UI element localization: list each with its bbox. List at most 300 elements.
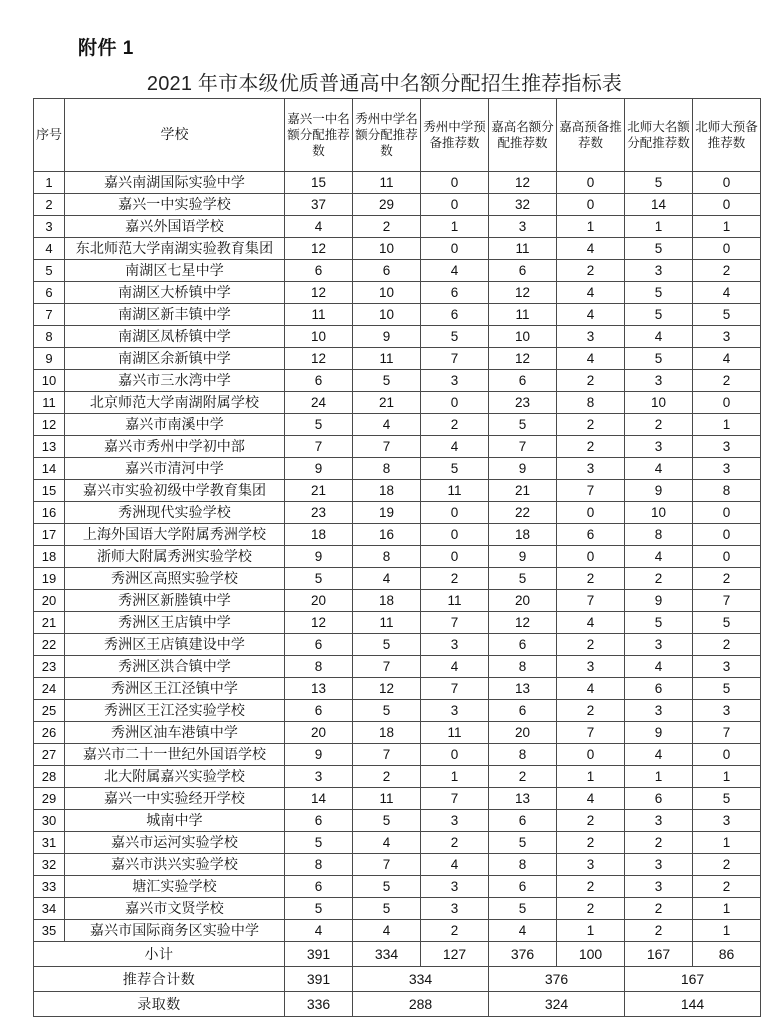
row-value: 0: [557, 194, 625, 216]
row-seq: 25: [34, 700, 65, 722]
row-value: 6: [285, 700, 353, 722]
header-col-xiuzhou-reserve: 秀州中学预备推荐数: [421, 99, 489, 172]
row-value: 10: [625, 392, 693, 414]
row-value: 5: [421, 326, 489, 348]
row-value: 2: [557, 810, 625, 832]
row-value: 2: [557, 832, 625, 854]
admitted-count-value: 324: [489, 992, 625, 1017]
row-value: 10: [489, 326, 557, 348]
row-school-name: 东北师范大学南湖实验教育集团: [65, 238, 285, 260]
header-school: 学校: [65, 99, 285, 172]
row-value: 1: [421, 766, 489, 788]
admitted-count-value: 288: [353, 992, 489, 1017]
row-value: 4: [285, 216, 353, 238]
row-value: 4: [353, 414, 421, 436]
row-school-name: 嘉兴市国际商务区实验中学: [65, 920, 285, 942]
row-value: 4: [353, 568, 421, 590]
header-col-beishida-reserve: 北师大预备推荐数: [693, 99, 761, 172]
subtotal-value: 86: [693, 942, 761, 967]
row-seq: 13: [34, 436, 65, 458]
row-value: 0: [421, 238, 489, 260]
row-value: 20: [489, 590, 557, 612]
table-row: [34, 392, 761, 414]
row-value: 1: [625, 766, 693, 788]
row-value: 6: [421, 304, 489, 326]
table-row: [34, 854, 761, 876]
row-school-name: 浙师大附属秀洲实验学校: [65, 546, 285, 568]
row-school-name: 嘉兴市清河中学: [65, 458, 285, 480]
row-value: 7: [557, 590, 625, 612]
row-school-name: 南湖区余新镇中学: [65, 348, 285, 370]
row-value: 3: [421, 876, 489, 898]
row-school-name: 嘉兴市三水湾中学: [65, 370, 285, 392]
recommend-total-row: [34, 967, 761, 992]
row-value: 0: [557, 744, 625, 766]
row-seq: 11: [34, 392, 65, 414]
table-row: [34, 788, 761, 810]
row-value: 3: [421, 700, 489, 722]
subtotal-label: 小计: [34, 942, 285, 967]
table-row: [34, 238, 761, 260]
row-value: 1: [693, 898, 761, 920]
row-value: 20: [285, 722, 353, 744]
table-row: [34, 656, 761, 678]
row-school-name: 嘉兴外国语学校: [65, 216, 285, 238]
row-value: 1: [693, 832, 761, 854]
row-value: 5: [489, 832, 557, 854]
row-value: 3: [693, 326, 761, 348]
row-value: 2: [353, 216, 421, 238]
row-value: 9: [625, 590, 693, 612]
row-value: 3: [421, 634, 489, 656]
row-value: 0: [693, 194, 761, 216]
row-value: 4: [625, 458, 693, 480]
row-value: 7: [421, 612, 489, 634]
row-value: 4: [285, 920, 353, 942]
row-value: 15: [285, 172, 353, 194]
row-school-name: 嘉兴市南溪中学: [65, 414, 285, 436]
row-value: 0: [421, 502, 489, 524]
row-seq: 10: [34, 370, 65, 392]
row-value: 2: [557, 436, 625, 458]
row-value: 5: [353, 634, 421, 656]
table-row: [34, 722, 761, 744]
row-value: 21: [489, 480, 557, 502]
row-value: 7: [489, 436, 557, 458]
header-col-jiagao-reserve: 嘉高预备推荐数: [557, 99, 625, 172]
row-value: 1: [625, 216, 693, 238]
row-value: 4: [557, 788, 625, 810]
row-value: 12: [285, 348, 353, 370]
row-seq: 19: [34, 568, 65, 590]
row-value: 8: [489, 854, 557, 876]
recommend-total-value: 376: [489, 967, 625, 992]
row-value: 6: [489, 876, 557, 898]
row-value: 9: [285, 546, 353, 568]
row-value: 2: [693, 876, 761, 898]
row-value: 12: [489, 348, 557, 370]
subtotal-value: 334: [353, 942, 421, 967]
row-value: 23: [285, 502, 353, 524]
row-value: 18: [489, 524, 557, 546]
row-value: 8: [285, 656, 353, 678]
row-value: 12: [489, 282, 557, 304]
row-value: 4: [353, 920, 421, 942]
row-value: 1: [557, 216, 625, 238]
row-value: 0: [421, 546, 489, 568]
table-row: [34, 766, 761, 788]
row-value: 4: [421, 436, 489, 458]
row-value: 6: [285, 260, 353, 282]
row-value: 10: [625, 502, 693, 524]
row-value: 0: [557, 546, 625, 568]
recommend-total-value: 167: [625, 967, 761, 992]
row-seq: 24: [34, 678, 65, 700]
row-value: 5: [625, 282, 693, 304]
row-value: 11: [489, 304, 557, 326]
row-value: 3: [557, 458, 625, 480]
row-value: 4: [489, 920, 557, 942]
row-value: 3: [625, 876, 693, 898]
row-value: 18: [353, 722, 421, 744]
row-value: 5: [285, 568, 353, 590]
row-value: 4: [421, 656, 489, 678]
row-value: 3: [625, 810, 693, 832]
row-value: 11: [489, 238, 557, 260]
row-value: 2: [625, 832, 693, 854]
table-row: [34, 458, 761, 480]
row-value: 2: [421, 832, 489, 854]
table-row: [34, 524, 761, 546]
row-value: 9: [285, 458, 353, 480]
row-value: 3: [693, 458, 761, 480]
table-header: [34, 99, 761, 172]
row-school-name: 南湖区大桥镇中学: [65, 282, 285, 304]
row-seq: 30: [34, 810, 65, 832]
row-seq: 9: [34, 348, 65, 370]
header-col-jiaxing-yizhong-quota: 嘉兴一中名额分配推荐数: [285, 99, 353, 172]
row-value: 3: [625, 634, 693, 656]
row-school-name: 秀洲区高照实验学校: [65, 568, 285, 590]
row-value: 12: [285, 282, 353, 304]
table-row: [34, 194, 761, 216]
row-value: 6: [285, 876, 353, 898]
row-value: 8: [285, 854, 353, 876]
row-value: 6: [489, 700, 557, 722]
row-value: 6: [285, 810, 353, 832]
row-value: 4: [421, 854, 489, 876]
row-seq: 32: [34, 854, 65, 876]
row-value: 2: [693, 634, 761, 656]
row-value: 0: [693, 392, 761, 414]
row-school-name: 城南中学: [65, 810, 285, 832]
row-seq: 27: [34, 744, 65, 766]
row-value: 8: [353, 458, 421, 480]
row-value: 13: [489, 788, 557, 810]
row-value: 0: [693, 172, 761, 194]
row-value: 13: [489, 678, 557, 700]
row-value: 20: [285, 590, 353, 612]
row-value: 5: [625, 348, 693, 370]
row-value: 14: [285, 788, 353, 810]
row-seq: 29: [34, 788, 65, 810]
row-school-name: 嘉兴一中实验学校: [65, 194, 285, 216]
row-school-name: 嘉兴市运河实验学校: [65, 832, 285, 854]
row-value: 2: [625, 414, 693, 436]
row-value: 6: [625, 678, 693, 700]
row-value: 3: [693, 656, 761, 678]
row-value: 10: [353, 238, 421, 260]
row-value: 1: [693, 414, 761, 436]
row-value: 37: [285, 194, 353, 216]
row-value: 6: [421, 282, 489, 304]
header-seq: 序号: [34, 99, 65, 172]
row-value: 2: [421, 414, 489, 436]
row-value: 8: [353, 546, 421, 568]
row-value: 0: [421, 392, 489, 414]
row-seq: 28: [34, 766, 65, 788]
row-value: 32: [489, 194, 557, 216]
row-seq: 7: [34, 304, 65, 326]
row-value: 4: [625, 656, 693, 678]
admitted-count-value: 336: [285, 992, 353, 1017]
row-value: 5: [693, 304, 761, 326]
row-value: 4: [557, 678, 625, 700]
row-value: 7: [693, 722, 761, 744]
row-value: 4: [693, 348, 761, 370]
subtotal-value: 100: [557, 942, 625, 967]
row-value: 4: [353, 832, 421, 854]
subtotal-row: [34, 942, 761, 967]
row-school-name: 南湖区新丰镇中学: [65, 304, 285, 326]
row-value: 4: [625, 744, 693, 766]
row-value: 1: [557, 766, 625, 788]
row-value: 14: [625, 194, 693, 216]
row-school-name: 秀洲区新塍镇中学: [65, 590, 285, 612]
row-value: 5: [625, 172, 693, 194]
row-value: 2: [625, 920, 693, 942]
row-value: 29: [353, 194, 421, 216]
row-value: 3: [285, 766, 353, 788]
table-row: [34, 260, 761, 282]
row-value: 8: [489, 744, 557, 766]
row-value: 2: [557, 370, 625, 392]
row-value: 2: [557, 260, 625, 282]
row-value: 4: [421, 260, 489, 282]
row-seq: 18: [34, 546, 65, 568]
row-value: 5: [693, 612, 761, 634]
row-value: 3: [557, 326, 625, 348]
row-value: 4: [557, 238, 625, 260]
row-seq: 15: [34, 480, 65, 502]
row-value: 9: [489, 546, 557, 568]
row-value: 11: [421, 590, 489, 612]
row-value: 18: [353, 480, 421, 502]
subtotal-value: 127: [421, 942, 489, 967]
subtotal-value: 391: [285, 942, 353, 967]
row-value: 3: [625, 260, 693, 282]
attachment-label: 附件 1: [78, 38, 134, 59]
table-row: [34, 700, 761, 722]
row-value: 2: [557, 568, 625, 590]
indicator-table: [33, 98, 761, 1017]
subtotal-value: 167: [625, 942, 693, 967]
row-value: 2: [693, 260, 761, 282]
recommend-total-value: 334: [353, 967, 489, 992]
row-school-name: 秀洲区王江泾镇中学: [65, 678, 285, 700]
row-value: 21: [353, 392, 421, 414]
row-seq: 21: [34, 612, 65, 634]
row-value: 20: [489, 722, 557, 744]
row-value: 24: [285, 392, 353, 414]
row-value: 5: [489, 568, 557, 590]
row-value: 1: [693, 766, 761, 788]
table-row: [34, 282, 761, 304]
row-value: 2: [557, 876, 625, 898]
row-value: 6: [489, 370, 557, 392]
row-value: 11: [421, 480, 489, 502]
row-seq: 4: [34, 238, 65, 260]
row-value: 8: [625, 524, 693, 546]
row-value: 0: [557, 502, 625, 524]
subtotal-value: 376: [489, 942, 557, 967]
row-value: 2: [353, 766, 421, 788]
row-value: 2: [625, 568, 693, 590]
recommend-total-value: 391: [285, 967, 353, 992]
row-value: 19: [353, 502, 421, 524]
table-row: [34, 678, 761, 700]
row-value: 18: [353, 590, 421, 612]
row-value: 2: [489, 766, 557, 788]
row-seq: 5: [34, 260, 65, 282]
row-value: 7: [353, 854, 421, 876]
row-value: 5: [421, 458, 489, 480]
table-row: [34, 876, 761, 898]
row-school-name: 上海外国语大学附属秀洲学校: [65, 524, 285, 546]
row-school-name: 北大附属嘉兴实验学校: [65, 766, 285, 788]
row-school-name: 秀洲区王店镇建设中学: [65, 634, 285, 656]
row-seq: 33: [34, 876, 65, 898]
row-school-name: 嘉兴一中实验经开学校: [65, 788, 285, 810]
row-seq: 14: [34, 458, 65, 480]
row-value: 0: [421, 524, 489, 546]
row-value: 2: [693, 854, 761, 876]
row-value: 6: [489, 634, 557, 656]
row-value: 4: [557, 348, 625, 370]
row-value: 0: [693, 524, 761, 546]
table-body: [34, 172, 761, 1017]
table-row: [34, 744, 761, 766]
table-row: [34, 590, 761, 612]
table-row: [34, 634, 761, 656]
row-value: 7: [353, 744, 421, 766]
row-value: 2: [421, 920, 489, 942]
row-value: 5: [353, 876, 421, 898]
row-value: 11: [353, 348, 421, 370]
table-row: [34, 502, 761, 524]
row-value: 12: [489, 612, 557, 634]
row-seq: 23: [34, 656, 65, 678]
row-value: 12: [285, 612, 353, 634]
row-value: 0: [693, 744, 761, 766]
row-value: 6: [489, 810, 557, 832]
row-value: 0: [693, 546, 761, 568]
row-value: 11: [353, 612, 421, 634]
row-school-name: 秀洲现代实验学校: [65, 502, 285, 524]
row-value: 11: [421, 722, 489, 744]
row-school-name: 秀洲区油车港镇中学: [65, 722, 285, 744]
row-school-name: 嘉兴市秀州中学初中部: [65, 436, 285, 458]
row-school-name: 秀洲区王店镇中学: [65, 612, 285, 634]
row-value: 7: [353, 436, 421, 458]
row-value: 5: [693, 788, 761, 810]
row-value: 2: [421, 568, 489, 590]
row-school-name: 嘉兴市实验初级中学教育集团: [65, 480, 285, 502]
row-seq: 1: [34, 172, 65, 194]
table-row: [34, 414, 761, 436]
row-seq: 12: [34, 414, 65, 436]
row-value: 9: [489, 458, 557, 480]
row-seq: 26: [34, 722, 65, 744]
admitted-count-label: 录取数: [34, 992, 285, 1017]
row-value: 6: [557, 524, 625, 546]
row-value: 16: [353, 524, 421, 546]
row-value: 1: [693, 920, 761, 942]
row-value: 2: [557, 700, 625, 722]
row-school-name: 南湖区七星中学: [65, 260, 285, 282]
row-value: 4: [557, 282, 625, 304]
row-value: 5: [489, 898, 557, 920]
row-seq: 2: [34, 194, 65, 216]
row-value: 7: [557, 480, 625, 502]
row-value: 3: [625, 370, 693, 392]
row-seq: 20: [34, 590, 65, 612]
row-seq: 31: [34, 832, 65, 854]
row-value: 5: [353, 898, 421, 920]
row-value: 18: [285, 524, 353, 546]
row-value: 5: [625, 304, 693, 326]
table-row: [34, 832, 761, 854]
header-row: [34, 99, 761, 172]
row-value: 12: [489, 172, 557, 194]
row-value: 10: [353, 304, 421, 326]
row-value: 11: [353, 788, 421, 810]
row-value: 0: [557, 172, 625, 194]
table-row: [34, 216, 761, 238]
row-school-name: 南湖区凤桥镇中学: [65, 326, 285, 348]
row-value: 2: [693, 568, 761, 590]
row-value: 6: [285, 370, 353, 392]
row-value: 0: [421, 194, 489, 216]
table-row: [34, 436, 761, 458]
indicator-table-container: [33, 98, 758, 1017]
table-row: [34, 612, 761, 634]
table-row: [34, 568, 761, 590]
row-value: 11: [353, 172, 421, 194]
row-value: 7: [421, 788, 489, 810]
row-value: 0: [421, 172, 489, 194]
row-value: 8: [489, 656, 557, 678]
row-value: 10: [353, 282, 421, 304]
row-value: 1: [557, 920, 625, 942]
row-seq: 17: [34, 524, 65, 546]
row-value: 11: [285, 304, 353, 326]
row-value: 5: [285, 414, 353, 436]
row-value: 3: [693, 700, 761, 722]
row-value: 3: [489, 216, 557, 238]
table-row: [34, 348, 761, 370]
row-value: 7: [421, 678, 489, 700]
